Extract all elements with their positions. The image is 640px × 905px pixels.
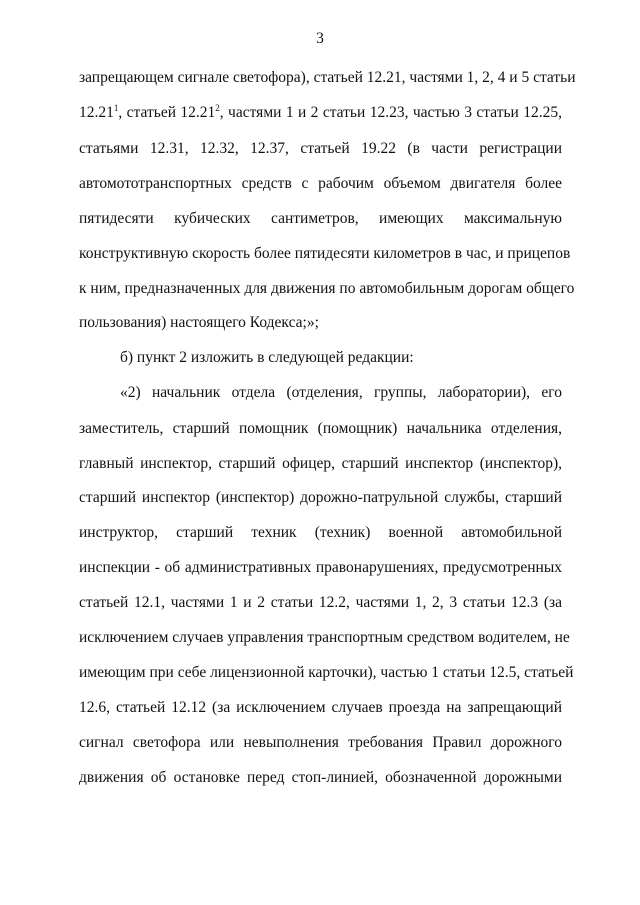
text-line: 12.6, статьей 12.12 (за исключением случаев проезда на запрещающий xyxy=(79,699,562,716)
text-line: сигнал светофора или невыполнения требования Правил дорожного xyxy=(79,734,562,751)
text-line: конструктивную скорость более пятидесяти километров в час, и прицепов xyxy=(79,245,571,262)
text-line: инспекции - об административных правонарушениях, предусмотренных xyxy=(79,559,562,576)
text-fragment: , статьей 12.21 xyxy=(118,104,216,121)
text-line: имеющим при себе лицензионной карточки), частью 1 статьи 12.5, статьей xyxy=(79,664,574,681)
text-line: статьей 12.1, частями 1 и 2 статьи 12.2, частями 1, 2, 3 статьи 12.3 (за xyxy=(79,594,562,611)
page-number: 3 xyxy=(316,30,324,47)
text-fragment: 12.21 xyxy=(79,104,114,121)
text-line: пользования) настоящего Кодекса;»; xyxy=(79,314,319,331)
text-line: старший инспектор (инспектор) дорожно-патрульной службы, старший xyxy=(79,489,562,506)
superscript: 2 xyxy=(215,102,220,113)
text-line: исключением случаев управления транспортным средством водителем, не xyxy=(79,629,570,646)
superscript: 1 xyxy=(113,102,119,113)
text-line: пятидесяти кубических сантиметров, имеющих максимальную xyxy=(79,210,562,227)
text-line-with-superscripts xyxy=(79,103,562,123)
text-line: автомототранспортных средств с рабочим объемом двигателя более xyxy=(79,175,562,192)
paragraph-start: «2) начальник отдела (отделения, группы, лаборатории), его xyxy=(120,384,562,401)
text-line: главный инспектор, старший офицер, старший инспектор (инспектор), xyxy=(79,455,562,472)
text-fragment: , частями 1 и 2 статьи 12.23, частью 3 статьи 12.25, xyxy=(219,104,563,121)
text-line: заместитель, старший помощник (помощник) начальника отделения, xyxy=(79,420,562,437)
text-line: статьями 12.31, 12.32, 12.37, статьей 19.22 (в части регистрации xyxy=(79,140,562,157)
text-line: запрещающем сигнале светофора), статьей 12.21, частями 1, 2, 4 и 5 статьи xyxy=(79,69,576,86)
paragraph-start: б) пункт 2 изложить в следующей редакции: xyxy=(120,349,414,366)
text-line: к ним, предназначенных для движения по автомобильным дорогам общего xyxy=(79,280,575,297)
text-line: инструктор, старший техник (техник) военной автомобильной xyxy=(79,524,562,541)
text-line: движения об остановке перед стоп-линией, обозначенной дорожными xyxy=(79,769,562,786)
